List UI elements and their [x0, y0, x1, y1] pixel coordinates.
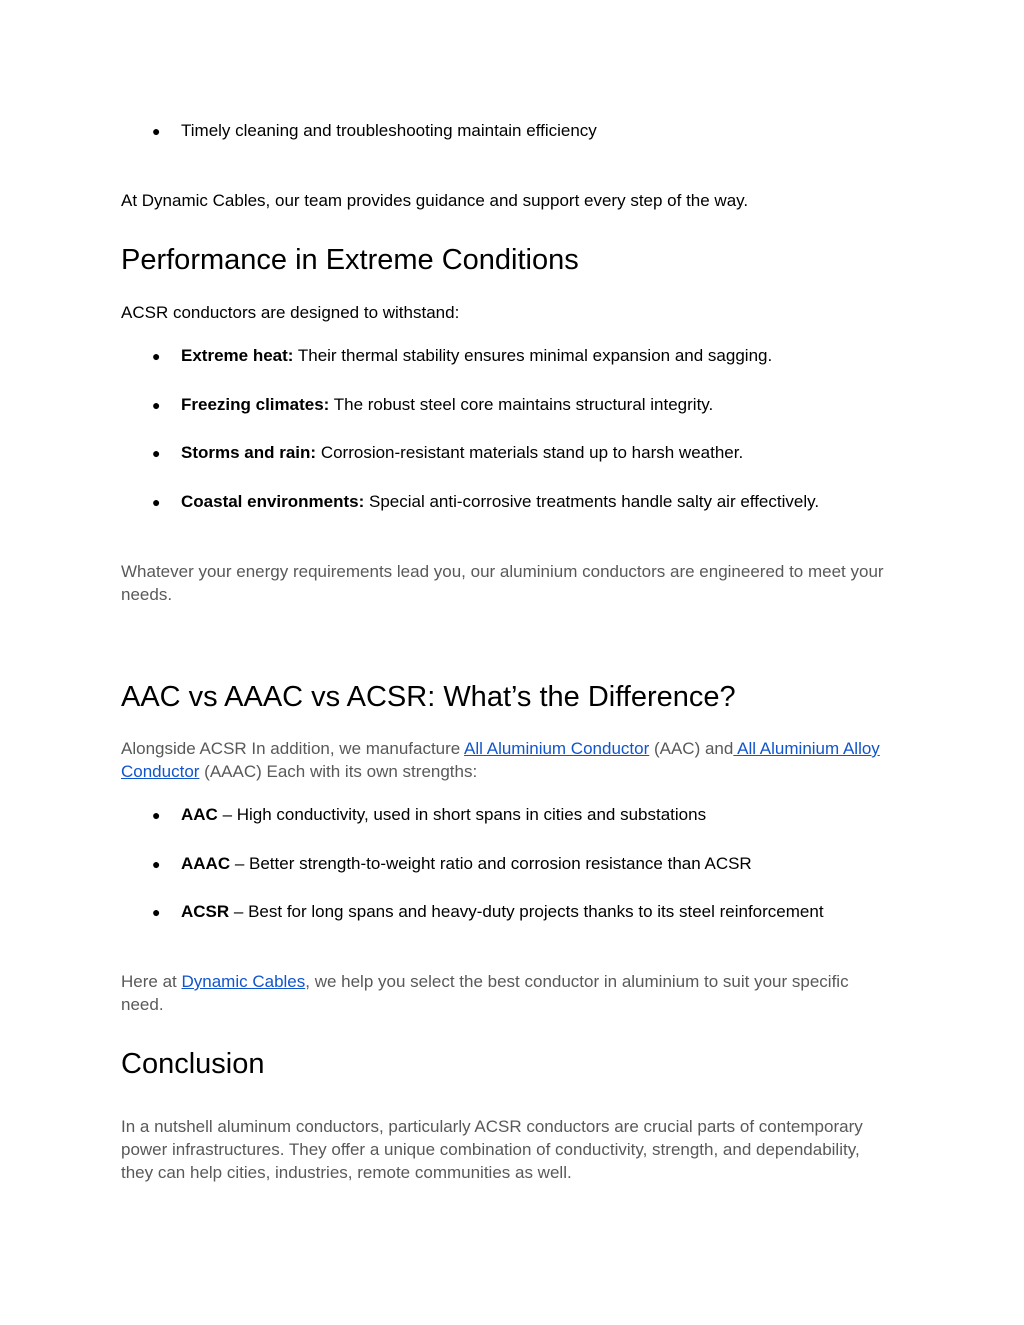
- difference-heading: AAC vs AAAC vs ACSR: What’s the Difference?: [121, 681, 736, 713]
- bullet-icon: ●: [152, 904, 161, 920]
- bullet-icon: ●: [152, 445, 161, 461]
- bullet-term: Freezing climates:: [181, 395, 330, 414]
- bullet-icon: ●: [152, 856, 161, 872]
- bullet-description: – Best for long spans and heavy-duty projects thanks to its steel reinforcement: [229, 902, 824, 921]
- bullet-description: The robust steel core maintains structural integrity.: [329, 395, 714, 414]
- bullet-term: Storms and rain:: [181, 443, 317, 462]
- bullet-term: ACSR: [181, 902, 230, 921]
- conclusion-heading: Conclusion: [121, 1048, 265, 1080]
- difference-closing: Here at Dynamic Cables, we help you select the best conductor in aluminium to suit your specific need.: [121, 972, 849, 1014]
- conclusion-text: In a nutshell aluminum conductors, particularly ACSR conductors are crucial parts of contemporary power infrastructures. They offer a unique combination of conductivity, strength, and dependability, they can help cities, industries, remote communities as well.: [121, 1117, 863, 1182]
- bullet-description: Special anti-corrosive treatments handle salty air effectively.: [364, 492, 820, 511]
- difference-intro: Alongside ACSR In addition, we manufacture All Aluminium Conductor (AAC) and All Aluminium Alloy Conductor (AAAC) Each with its own strengths:: [121, 739, 880, 781]
- performance-heading: Performance in Extreme Conditions: [121, 244, 579, 276]
- bullet-description: – High conductivity, used in short spans in cities and substations: [217, 805, 707, 824]
- aac-link[interactable]: All Aluminium Conductor: [464, 739, 650, 758]
- performance-closing: Whatever your energy requirements lead you, our aluminium conductors are engineered to meet your needs.: [121, 562, 884, 604]
- bullet-term: Coastal environments:: [181, 492, 365, 511]
- bullet-description: Corrosion-resistant materials stand up to harsh weather.: [316, 443, 744, 462]
- bullet-icon: ●: [152, 397, 161, 413]
- performance-intro: ACSR conductors are designed to withstand:: [121, 303, 460, 322]
- support-paragraph: At Dynamic Cables, our team provides guidance and support every step of the way.: [121, 191, 749, 210]
- bullet-term: AAC: [181, 805, 218, 824]
- bullet-icon: ●: [152, 123, 161, 139]
- bullet-term: Extreme heat:: [181, 346, 294, 365]
- bullet-icon: ●: [152, 494, 161, 510]
- dynamic-cables-link[interactable]: Dynamic Cables: [181, 972, 306, 991]
- bullet-description: Their thermal stability ensures minimal expansion and sagging.: [293, 346, 773, 365]
- list-item-text: Timely cleaning and troubleshooting maintain efficiency: [181, 121, 597, 140]
- bullet-term: AAAC: [181, 854, 231, 873]
- aaac-link[interactable]: All Aluminium Alloy Conductor: [121, 739, 880, 781]
- bullet-icon: ●: [152, 348, 161, 364]
- bullet-description: – Better strength-to-weight ratio and corrosion resistance than ACSR: [230, 854, 752, 873]
- bullet-icon: ●: [152, 807, 161, 823]
